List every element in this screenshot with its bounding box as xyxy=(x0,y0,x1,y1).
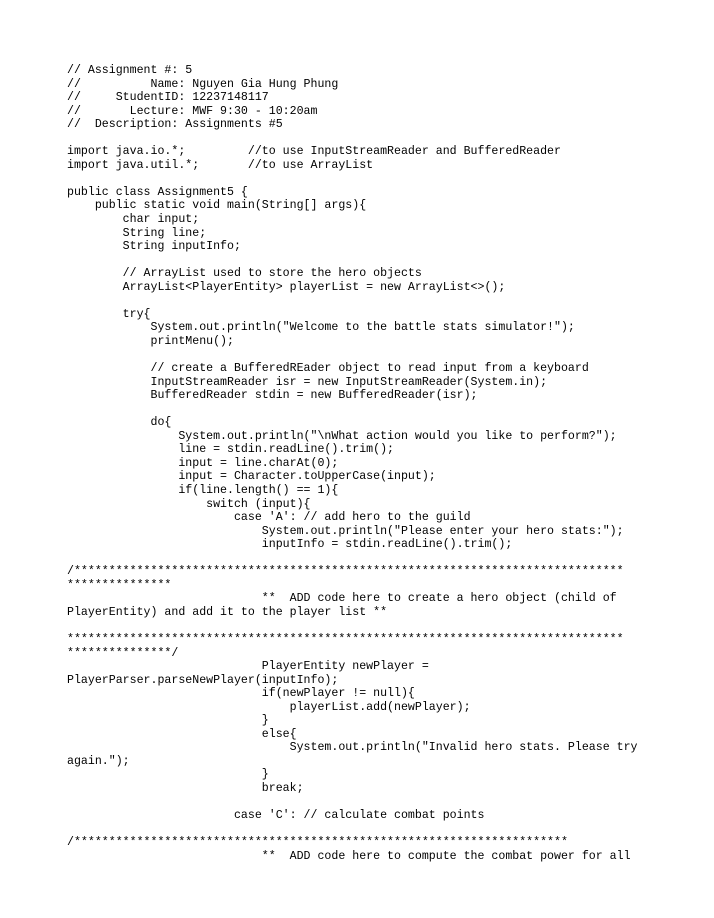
code-line: // create a BufferedREader object to read input from a keyboard xyxy=(67,362,589,376)
code-line: PlayerEntity) and add it to the player list ** xyxy=(67,605,388,619)
code-line: ** ADD code here to compute the combat power for all xyxy=(67,849,631,863)
code-line: // Name: Nguyen Gia Hung Phung xyxy=(67,77,339,91)
code-line: ***************/ xyxy=(67,646,179,660)
code-line: input = Character.toUpperCase(input); xyxy=(67,470,436,484)
code-line: do{ xyxy=(67,416,172,430)
code-line: else{ xyxy=(67,727,297,741)
code-line: if(line.length() == 1){ xyxy=(67,483,339,497)
code-line: char input; xyxy=(67,213,200,227)
code-line: /*********************************************************************** xyxy=(67,836,568,850)
code-line: case 'A': // add hero to the guild xyxy=(67,511,471,525)
code-line: // Description: Assignments #5 xyxy=(67,118,283,132)
code-line: String inputInfo; xyxy=(67,240,241,254)
code-line: InputStreamReader isr = new InputStreamReader(System.in); xyxy=(67,375,548,389)
code-line xyxy=(67,796,638,810)
code-line: again."); xyxy=(67,754,130,768)
code-line: *************** xyxy=(67,578,172,592)
code-line: playerList.add(newPlayer); xyxy=(67,700,471,714)
code-line: } xyxy=(67,768,269,782)
code-line: ArrayList<PlayerEntity> playerList = new ArrayList<>(); xyxy=(67,280,506,294)
code-line: PlayerEntity newPlayer = xyxy=(67,660,429,674)
code-line: ******************************************************************************** xyxy=(67,632,624,646)
code-line: System.out.println("Please enter your hero stats:"); xyxy=(67,524,624,538)
code-line xyxy=(67,132,638,146)
code-line: /******************************************************************************* xyxy=(67,565,624,579)
code-line: break; xyxy=(67,781,304,795)
code-line: public static void main(String[] args){ xyxy=(67,199,367,213)
code-line: // Lecture: MWF 9:30 - 10:20am xyxy=(67,104,318,118)
code-line: // ArrayList used to store the hero objects xyxy=(67,267,422,281)
code-line: // StudentID: 12237148117 xyxy=(67,91,269,105)
code-line xyxy=(67,348,638,362)
code-line: printMenu(); xyxy=(67,334,234,348)
code-line xyxy=(67,403,638,417)
code-line xyxy=(67,552,638,566)
code-line: PlayerParser.parseNewPlayer(inputInfo); xyxy=(67,673,339,687)
code-line: String line; xyxy=(67,226,207,240)
code-line: try{ xyxy=(67,307,151,321)
code-line: import java.util.*; //to use ArrayList xyxy=(67,158,374,172)
code-line: BufferedReader stdin = new BufferedReader(isr); xyxy=(67,389,478,403)
code-line: inputInfo = stdin.readLine().trim(); xyxy=(67,538,513,552)
code-line: line = stdin.readLine().trim(); xyxy=(67,443,394,457)
code-line xyxy=(67,254,638,268)
code-line xyxy=(67,823,638,837)
code-line: System.out.println("Invalid hero stats. Please try xyxy=(67,741,638,755)
code-line: // Assignment #: 5 xyxy=(67,64,193,77)
code-line: System.out.println("Welcome to the battle stats simulator!"); xyxy=(67,321,575,335)
code-line: public class Assignment5 { xyxy=(67,185,248,199)
code-line: import java.io.*; //to use InputStreamReader and BufferedReader xyxy=(67,145,561,159)
code-line: switch (input){ xyxy=(67,497,311,511)
code-line xyxy=(67,172,638,186)
code-line: case 'C': // calculate combat points xyxy=(67,809,485,823)
code-line: System.out.println("\nWhat action would you like to perform?"); xyxy=(67,429,617,443)
code-listing xyxy=(67,64,638,863)
code-line: ** ADD code here to create a hero object (child of xyxy=(67,592,617,606)
code-line: input = line.charAt(0); xyxy=(67,456,339,470)
code-line: if(newPlayer != null){ xyxy=(67,687,415,701)
code-line xyxy=(67,619,638,633)
code-line xyxy=(67,294,638,308)
code-line: } xyxy=(67,714,269,728)
